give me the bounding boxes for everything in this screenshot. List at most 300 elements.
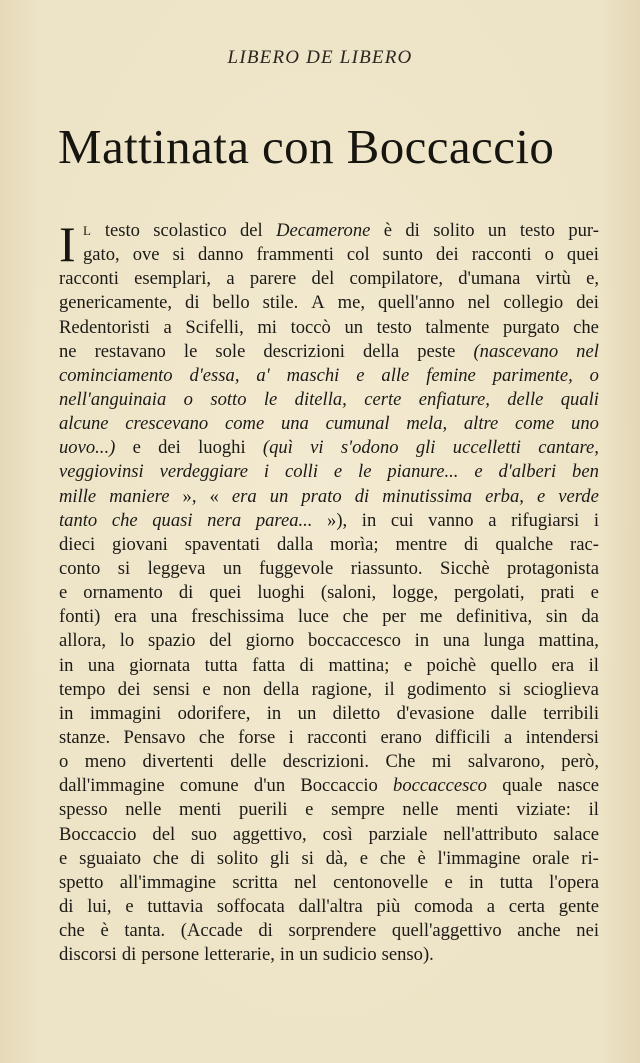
word: talmente bbox=[425, 316, 490, 338]
word: nell'anguinaia bbox=[59, 388, 167, 410]
word: col bbox=[346, 244, 370, 266]
word: me, bbox=[337, 292, 365, 314]
word: restavano bbox=[94, 340, 166, 362]
word: parea... bbox=[255, 509, 313, 531]
word: menti bbox=[178, 799, 222, 821]
word: dei bbox=[117, 678, 141, 700]
word: mentre bbox=[395, 533, 448, 555]
word: non bbox=[222, 678, 251, 700]
word: racconti bbox=[471, 244, 532, 266]
word: protagonista bbox=[507, 557, 599, 579]
word: un bbox=[344, 316, 364, 338]
word: a bbox=[163, 316, 172, 338]
word: prati bbox=[540, 582, 575, 604]
word: d'alberi bbox=[498, 461, 557, 483]
word: quei bbox=[566, 244, 599, 266]
word: boccaccesco bbox=[393, 775, 487, 797]
text-line bbox=[59, 340, 599, 364]
word: di bbox=[354, 485, 370, 507]
text-line bbox=[59, 605, 599, 629]
word: si bbox=[172, 244, 185, 266]
word: spetto bbox=[59, 871, 104, 893]
text-line bbox=[59, 243, 599, 267]
word: A bbox=[311, 292, 325, 314]
word: si bbox=[117, 557, 131, 579]
word: era bbox=[231, 485, 257, 507]
word: erba, bbox=[485, 485, 524, 507]
word: certe bbox=[364, 388, 402, 410]
word: l'immagine bbox=[437, 847, 521, 869]
word: mattina; bbox=[328, 654, 390, 676]
word: del bbox=[239, 220, 263, 241]
word: salace bbox=[553, 823, 599, 845]
word: sotto bbox=[210, 388, 247, 410]
word: salvarono, bbox=[467, 751, 545, 773]
word: esemplari, bbox=[134, 268, 212, 290]
word: tanta. bbox=[124, 920, 166, 942]
word: godimento bbox=[406, 678, 487, 700]
word: a bbox=[226, 268, 235, 290]
word: un bbox=[299, 944, 318, 966]
word: diletto bbox=[332, 702, 381, 724]
word: nelle bbox=[402, 799, 439, 821]
word: quell'anno bbox=[377, 292, 455, 314]
text-line bbox=[59, 267, 599, 291]
word: sudicio bbox=[322, 944, 377, 966]
text-line bbox=[59, 702, 599, 726]
word: fuggevole bbox=[258, 557, 334, 579]
word: colli bbox=[284, 461, 319, 483]
word: che bbox=[573, 316, 599, 338]
word: tempo bbox=[59, 678, 106, 700]
word: riassunto. bbox=[350, 557, 423, 579]
word: minutissima bbox=[382, 485, 473, 507]
word: o bbox=[589, 364, 599, 386]
word: parziale bbox=[368, 823, 428, 845]
word: di bbox=[59, 895, 74, 917]
text-line bbox=[59, 678, 599, 702]
word: i bbox=[263, 461, 270, 483]
word: (saloni, bbox=[320, 582, 377, 604]
word: lui, bbox=[87, 895, 112, 917]
word: viziate: bbox=[516, 799, 571, 821]
word: lo bbox=[119, 630, 135, 652]
word: veggiovinsi bbox=[59, 461, 144, 483]
word: (nascevano bbox=[473, 340, 559, 362]
word: aggettivo, bbox=[232, 823, 307, 845]
word: il bbox=[384, 678, 395, 700]
word: delle bbox=[230, 751, 267, 773]
word: spazio bbox=[147, 630, 196, 652]
word: gente bbox=[558, 895, 599, 917]
word: cui bbox=[390, 509, 414, 531]
word: freschissima bbox=[191, 606, 285, 628]
word: solito bbox=[216, 847, 259, 869]
word: un bbox=[269, 485, 289, 507]
word: mi bbox=[431, 751, 452, 773]
word: era bbox=[114, 606, 137, 628]
word: orale bbox=[532, 847, 570, 869]
word: nel bbox=[576, 340, 599, 362]
word: quasi bbox=[152, 509, 193, 531]
word: maniere bbox=[109, 485, 170, 507]
word: nera bbox=[207, 509, 242, 531]
word: poichè bbox=[426, 654, 477, 676]
word: bello bbox=[212, 292, 250, 314]
word: mille bbox=[59, 485, 97, 507]
word: rifugiarsi bbox=[511, 509, 580, 531]
word: nel bbox=[294, 871, 317, 893]
word: »), bbox=[327, 509, 348, 531]
word: giovani bbox=[112, 533, 168, 555]
word: scolastico bbox=[153, 220, 227, 241]
essay-body bbox=[59, 216, 599, 967]
word: logge, bbox=[392, 582, 439, 604]
word: all'immagine bbox=[119, 871, 217, 893]
word: della bbox=[363, 340, 400, 362]
word: uccelletti bbox=[452, 437, 521, 459]
word: Sicchè bbox=[440, 557, 490, 579]
word: allora, bbox=[59, 630, 106, 652]
word: i bbox=[288, 726, 294, 748]
word: le bbox=[358, 461, 372, 483]
word: di bbox=[405, 220, 420, 241]
word: d'umana bbox=[458, 268, 521, 290]
word: ove bbox=[132, 244, 160, 266]
word: nasce bbox=[557, 775, 599, 797]
word: più bbox=[376, 895, 401, 917]
word: dei bbox=[576, 292, 599, 314]
word: un bbox=[297, 702, 317, 724]
text-line bbox=[59, 412, 599, 436]
word: immagini bbox=[89, 702, 162, 724]
word: s'odono bbox=[340, 437, 399, 459]
word: (Accade bbox=[180, 920, 243, 942]
word: per bbox=[382, 606, 406, 628]
word: giorno bbox=[245, 630, 295, 652]
word: centonovelle bbox=[333, 871, 429, 893]
word: (quì bbox=[262, 437, 293, 459]
text-line bbox=[59, 509, 599, 533]
word: genericamente, bbox=[59, 292, 173, 314]
word: anche bbox=[517, 920, 561, 942]
word: dà, bbox=[325, 847, 348, 869]
word: si bbox=[301, 847, 314, 869]
word: dalle bbox=[490, 702, 527, 724]
word: Boccaccio bbox=[300, 775, 378, 797]
word: e bbox=[403, 654, 413, 676]
word: descrizioni bbox=[263, 340, 345, 362]
word: compilatore, bbox=[349, 268, 443, 290]
word: odorifere, bbox=[177, 702, 251, 724]
word: parimente, bbox=[492, 364, 573, 386]
word: gli bbox=[269, 847, 290, 869]
word: è bbox=[417, 847, 426, 869]
word: del bbox=[209, 630, 232, 652]
word: mela, bbox=[406, 413, 448, 435]
word: comoda bbox=[414, 895, 473, 917]
word: luoghi bbox=[257, 582, 305, 604]
word: un bbox=[487, 220, 507, 241]
word: scioglieva bbox=[523, 678, 599, 700]
word: racconti bbox=[307, 726, 368, 748]
text-line bbox=[59, 919, 599, 943]
word: nel bbox=[467, 292, 491, 314]
word: rac- bbox=[570, 533, 599, 555]
word: che bbox=[111, 509, 138, 531]
word: toccò bbox=[290, 316, 331, 338]
word: purgato bbox=[503, 316, 560, 338]
word: nell'attributo bbox=[443, 823, 538, 845]
word: o bbox=[183, 388, 193, 410]
word: che bbox=[152, 847, 179, 869]
text-line bbox=[59, 436, 599, 460]
word: collegio bbox=[503, 292, 564, 314]
word: sole bbox=[215, 340, 246, 362]
word: Che bbox=[385, 751, 416, 773]
word: e bbox=[59, 847, 68, 869]
word: pianure... bbox=[387, 461, 459, 483]
word: dieci bbox=[59, 533, 96, 555]
word: in bbox=[361, 509, 377, 531]
word: tutta bbox=[204, 654, 238, 676]
word: Boccaccio bbox=[59, 823, 137, 845]
word: dei bbox=[435, 244, 459, 266]
word: sguaiato bbox=[79, 847, 142, 869]
word: una bbox=[280, 413, 309, 435]
word: del bbox=[311, 268, 335, 290]
word: vanno bbox=[428, 509, 474, 531]
word: cominciamento bbox=[59, 364, 173, 386]
word: e bbox=[536, 485, 546, 507]
word: o bbox=[59, 751, 69, 773]
word: e bbox=[356, 364, 365, 386]
word: spesso bbox=[59, 799, 108, 821]
word: meno bbox=[84, 751, 127, 773]
word: ne bbox=[59, 340, 77, 362]
word: di bbox=[178, 582, 194, 604]
word: virtù bbox=[535, 268, 571, 290]
word: peste bbox=[417, 340, 456, 362]
word: « bbox=[209, 485, 219, 507]
word: che bbox=[198, 726, 225, 748]
word: i bbox=[593, 509, 599, 531]
word: soffocata bbox=[216, 895, 285, 917]
text-line bbox=[59, 364, 599, 388]
text-line bbox=[59, 943, 599, 967]
text-line bbox=[59, 533, 599, 557]
word: alle bbox=[381, 364, 410, 386]
word: è bbox=[100, 920, 109, 942]
word: forse bbox=[238, 726, 276, 748]
word: certa bbox=[508, 895, 545, 917]
word: enfiature, bbox=[418, 388, 490, 410]
word: delle bbox=[507, 388, 544, 410]
word: descrizioni. bbox=[282, 751, 369, 773]
word: dei bbox=[158, 437, 181, 459]
word: dalla bbox=[276, 533, 314, 555]
word: di bbox=[258, 920, 273, 942]
word: sunto bbox=[382, 244, 423, 266]
word: e, bbox=[586, 268, 599, 290]
first-word-rest: L bbox=[83, 223, 92, 238]
word: si bbox=[498, 678, 512, 700]
word: luce bbox=[297, 606, 329, 628]
word: me bbox=[419, 606, 443, 628]
word: frammenti bbox=[256, 244, 334, 266]
word: però, bbox=[561, 751, 599, 773]
word: era bbox=[551, 654, 575, 676]
word: spaventati bbox=[184, 533, 261, 555]
text-line bbox=[59, 581, 599, 605]
word: Scifelli, bbox=[185, 316, 244, 338]
word: di bbox=[190, 847, 205, 869]
text-line bbox=[59, 823, 599, 847]
word: puerili bbox=[238, 799, 288, 821]
text-line bbox=[59, 798, 599, 822]
word: divertenti bbox=[142, 751, 214, 773]
word: mi bbox=[257, 316, 277, 338]
word: così bbox=[322, 823, 353, 845]
word: difficili bbox=[435, 726, 491, 748]
word: d'un bbox=[253, 775, 286, 797]
word: una bbox=[442, 630, 470, 652]
word: testo bbox=[519, 220, 555, 241]
word: è bbox=[383, 220, 392, 241]
word: pergolati, bbox=[454, 582, 525, 604]
word: sensi bbox=[152, 678, 191, 700]
word: di bbox=[185, 292, 200, 314]
word: una bbox=[150, 606, 178, 628]
text-line bbox=[59, 219, 599, 243]
word: e bbox=[444, 871, 453, 893]
word: Decamerone bbox=[276, 220, 371, 241]
word: vi bbox=[310, 437, 324, 459]
word: uovo...) bbox=[59, 437, 116, 459]
word: a bbox=[486, 895, 495, 917]
word: quell'aggettivo bbox=[391, 920, 502, 942]
word: testo bbox=[104, 220, 140, 241]
word: letterarie, bbox=[204, 944, 275, 966]
word: persone bbox=[141, 944, 200, 966]
word: sin bbox=[545, 606, 568, 628]
word: femine bbox=[426, 364, 476, 386]
word: tutta bbox=[499, 871, 533, 893]
word: testo bbox=[376, 316, 412, 338]
word: quello bbox=[490, 654, 537, 676]
word: gli bbox=[415, 437, 436, 459]
word: stile. bbox=[262, 292, 299, 314]
word: morìa; bbox=[330, 533, 379, 555]
word: una bbox=[87, 654, 115, 676]
word: qualche bbox=[495, 533, 554, 555]
word: solito bbox=[433, 220, 475, 241]
word: e bbox=[125, 895, 134, 917]
word: menti bbox=[456, 799, 499, 821]
word: crescevano bbox=[125, 413, 209, 435]
word: e bbox=[202, 678, 211, 700]
word: cumunal bbox=[325, 413, 390, 435]
word: un bbox=[222, 557, 242, 579]
word: ri- bbox=[581, 847, 599, 869]
word: ben bbox=[572, 461, 599, 483]
word: quali bbox=[560, 388, 599, 410]
word: in bbox=[59, 654, 74, 676]
word: e bbox=[305, 799, 314, 821]
word: conto bbox=[59, 557, 101, 579]
word: ditella, bbox=[294, 388, 347, 410]
text-line bbox=[59, 847, 599, 871]
word: giornata bbox=[129, 654, 191, 676]
word: leggeva bbox=[147, 557, 206, 579]
word: comune bbox=[179, 775, 239, 797]
word: l'opera bbox=[549, 871, 599, 893]
word: sorprendere bbox=[288, 920, 377, 942]
word: quale bbox=[502, 775, 543, 797]
word: d'evasione bbox=[396, 702, 475, 724]
word: Pensavo bbox=[123, 726, 186, 748]
word: fonti) bbox=[59, 606, 101, 628]
word: intendersi bbox=[525, 726, 599, 748]
text-line bbox=[59, 316, 599, 340]
word: boccaccesco bbox=[307, 630, 401, 652]
text-line bbox=[59, 871, 599, 895]
essay-title: Mattinata con Boccaccio bbox=[58, 119, 555, 174]
word: racconti bbox=[59, 268, 119, 290]
word: le bbox=[183, 340, 198, 362]
word: di bbox=[463, 533, 479, 555]
text-line bbox=[59, 750, 599, 774]
word: stanze. bbox=[59, 726, 111, 748]
word: d'essa, bbox=[189, 364, 240, 386]
word: verdeggiare bbox=[159, 461, 249, 483]
word: il bbox=[588, 654, 599, 676]
word: ragione, bbox=[311, 678, 372, 700]
word: parere bbox=[249, 268, 297, 290]
word: gato, bbox=[83, 244, 120, 266]
word: di bbox=[121, 944, 137, 966]
word: terribili bbox=[543, 702, 599, 724]
word: », bbox=[182, 485, 197, 507]
word: in bbox=[414, 630, 430, 652]
text-line bbox=[59, 895, 599, 919]
word: e bbox=[359, 847, 368, 869]
word: scritta bbox=[232, 871, 278, 893]
word: prato bbox=[301, 485, 342, 507]
word: che bbox=[342, 606, 369, 628]
word: danno bbox=[197, 244, 244, 266]
word: come bbox=[515, 413, 555, 435]
word: che bbox=[59, 920, 85, 942]
word: e bbox=[333, 461, 343, 483]
word: nei bbox=[576, 920, 599, 942]
word: verde bbox=[558, 485, 599, 507]
word: a bbox=[504, 726, 513, 748]
drop-cap: I bbox=[59, 216, 76, 272]
word: erano bbox=[380, 726, 422, 748]
text-line bbox=[59, 629, 599, 653]
text-line bbox=[59, 291, 599, 315]
word: discorsi bbox=[59, 944, 117, 966]
word: fatta bbox=[252, 654, 286, 676]
text-line bbox=[59, 726, 599, 750]
text-line bbox=[59, 774, 599, 798]
word: del bbox=[152, 823, 176, 845]
word: sempre bbox=[331, 799, 385, 821]
word: senso). bbox=[381, 944, 434, 966]
text-line bbox=[59, 654, 599, 678]
text-line bbox=[59, 557, 599, 581]
